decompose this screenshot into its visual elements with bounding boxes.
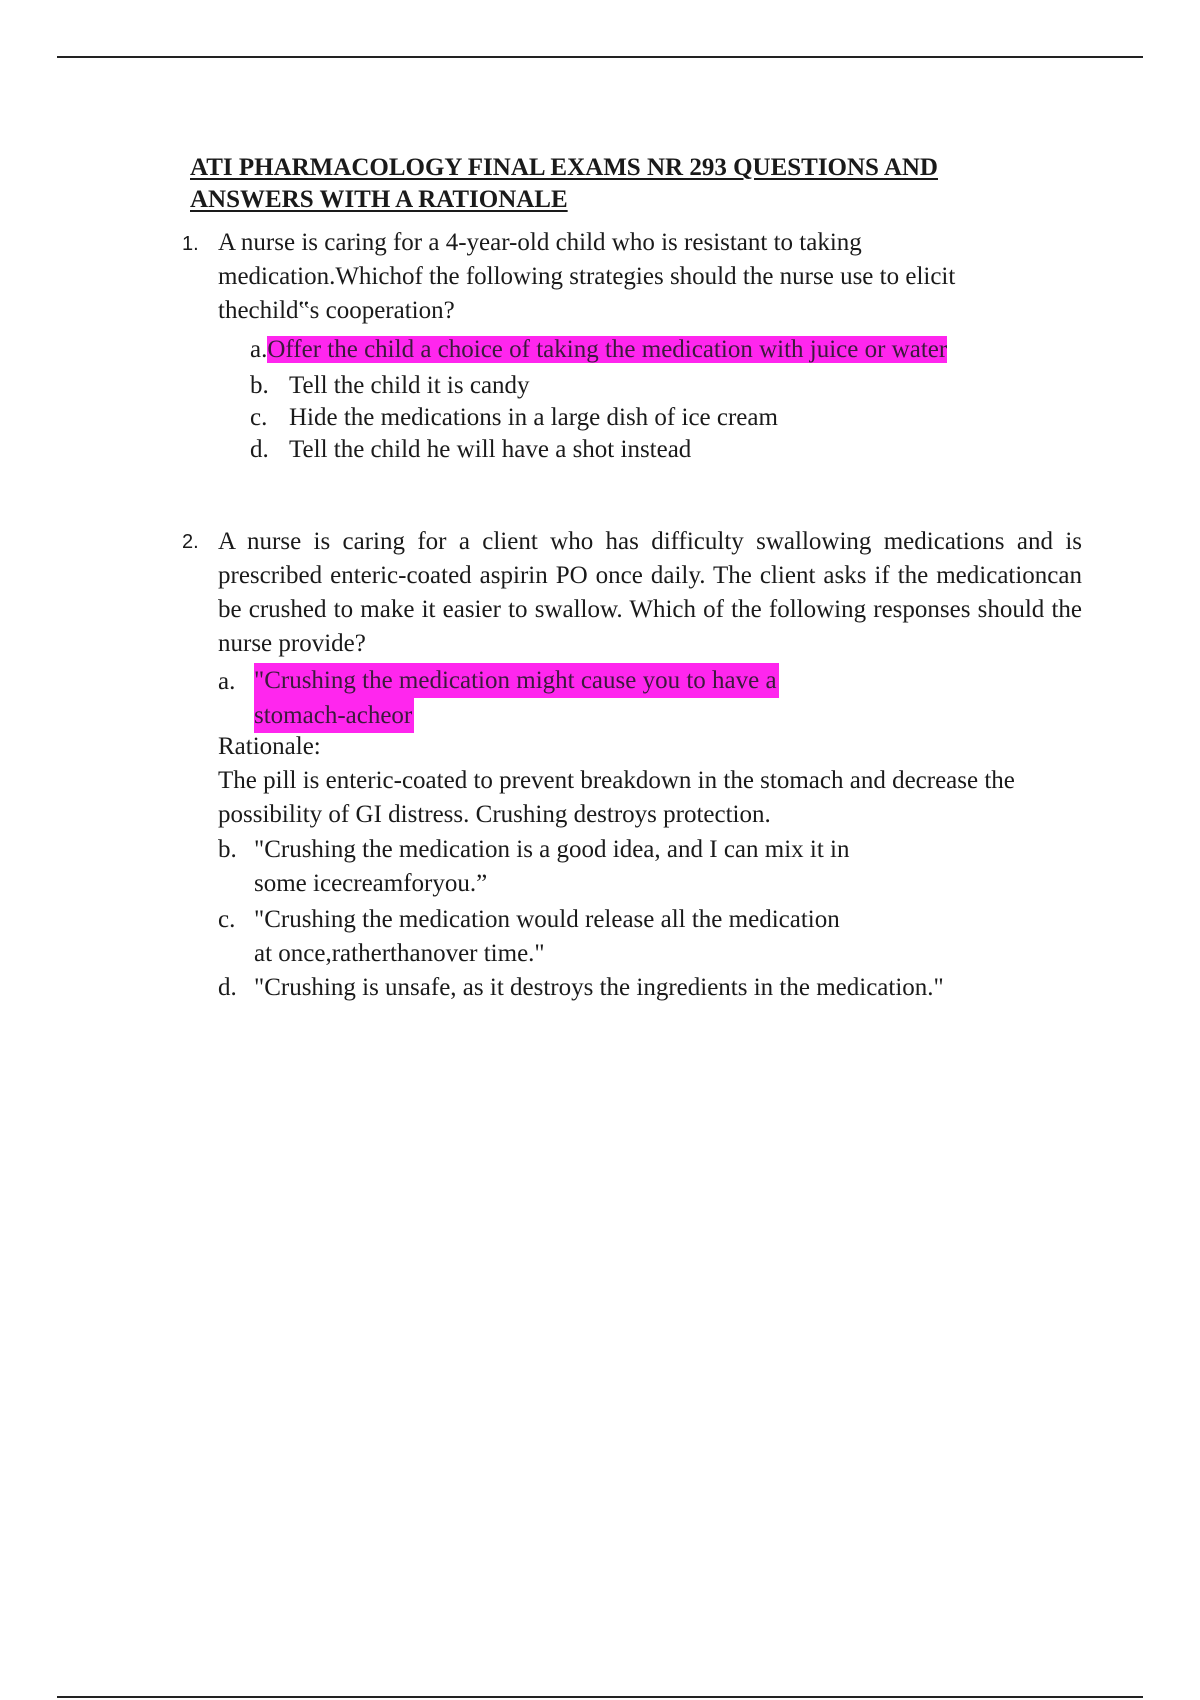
- answer-highlight: Offer the child a choice of taking the medication with juice or water: [267, 336, 948, 363]
- question-1-option-a: [250, 333, 947, 366]
- option-letter: b.: [250, 372, 269, 399]
- top-rule: [57, 56, 1143, 58]
- bottom-rule: [57, 1696, 1143, 1698]
- option-text: Tell the child he will have a shot instead: [289, 436, 692, 463]
- option-text-line-2: some icecreamforyou.”: [254, 870, 488, 897]
- question-2-option-a-letter: a.: [218, 668, 236, 695]
- option-text: Tell the child it is candy: [289, 372, 530, 399]
- title-line-1: ATI PHARMACOLOGY FINAL EXAMS NR 293 QUESTIONS AND: [190, 154, 938, 181]
- question-2-option-b: [254, 833, 850, 901]
- option-text: Hide the medications in a large dish of ice cream: [289, 404, 778, 431]
- option-letter: a.: [250, 336, 268, 363]
- question-2-number: 2.: [182, 531, 199, 553]
- question-2-option-c: [254, 903, 840, 971]
- question-2-option-d-letter: d.: [218, 974, 237, 1001]
- rationale-label: Rationale:: [218, 733, 321, 760]
- document-title: [190, 152, 1090, 216]
- option-letter: c.: [250, 404, 268, 431]
- answer-highlight-line-2: stomach-acheor: [254, 698, 414, 733]
- option-text-line-1: "Crushing the medication is a good idea, and I can mix it in: [254, 836, 850, 863]
- question-2-option-d: [254, 971, 944, 1005]
- rationale-text: The pill is enteric-coated to prevent breakdown in the stomach and decrease the possibility of GI distress. Crushing destroys protection.: [218, 767, 1015, 828]
- question-2-option-a: [254, 663, 779, 733]
- question-1-number: 1.: [182, 233, 199, 255]
- title-line-2: ANSWERS WITH A RATIONALE: [190, 186, 568, 213]
- question-2-option-b-letter: b.: [218, 836, 237, 863]
- question-1-option-c: [250, 401, 778, 434]
- option-text-line-1: "Crushing is unsafe, as it destroys the ingredients in the medication.": [254, 974, 944, 1001]
- option-letter: d.: [250, 436, 269, 463]
- question-1-option-d: [250, 433, 691, 466]
- question-2-text: A nurse is caring for a client who has difficulty swallowing medications and is prescribed enteric-coated aspirin PO once daily. The client asks if the medicationcan be crushed to make it easier to swallow. Which of the following responses should the nurse provide?: [218, 528, 1082, 657]
- option-text-line-2: at once,ratherthanover time.": [254, 940, 545, 967]
- question-2-option-c-letter: c.: [218, 906, 236, 933]
- question-1-text: A nurse is caring for a 4-year-old child who is resistant to taking medication.Whichof the following strategies should the nurse use to elicit thechild‟s cooperation?: [218, 229, 956, 324]
- option-text-line-1: "Crushing the medication would release all the medication: [254, 906, 840, 933]
- answer-highlight-line-1: "Crushing the medication might cause you to have a: [254, 663, 779, 698]
- question-1-option-b: [250, 369, 530, 402]
